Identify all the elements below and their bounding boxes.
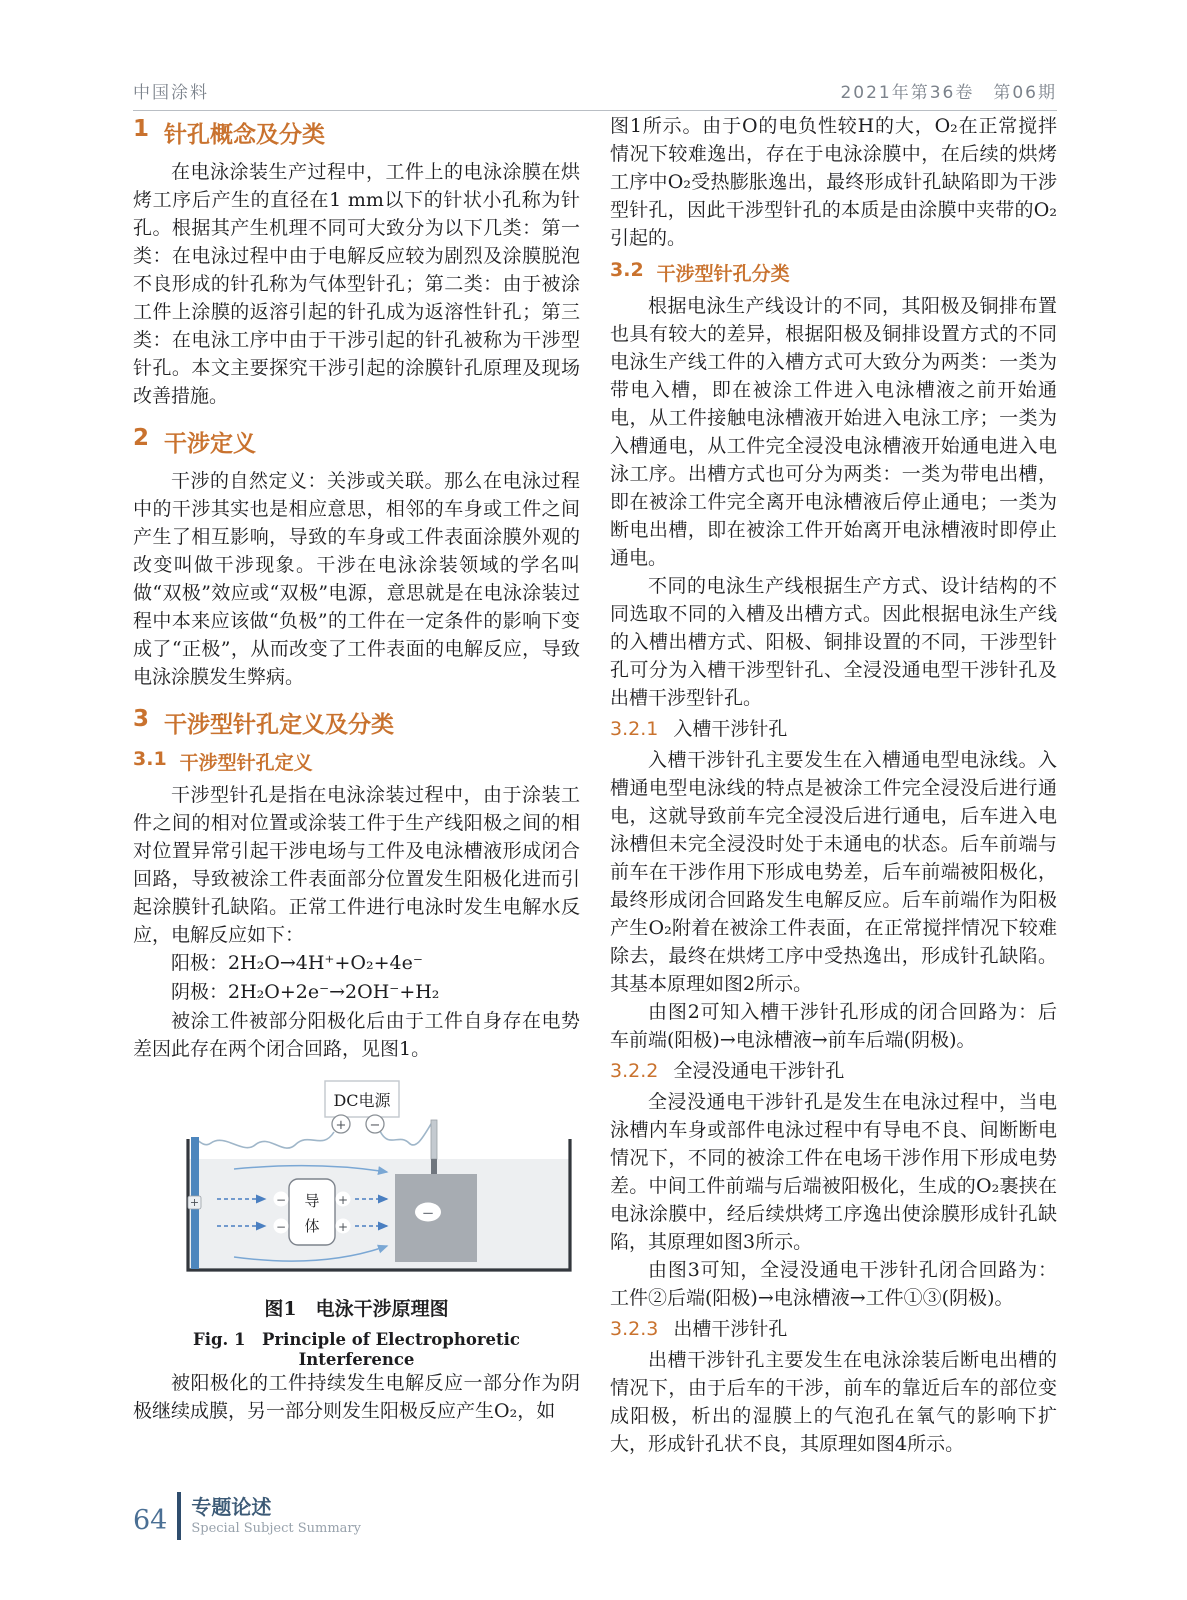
bath-liquid [189,1159,569,1270]
section-3-2-3-number: 3.2.3 [610,1318,659,1340]
workpiece-minus-sign: − [421,1204,434,1222]
power-plus-sign: + [335,1118,346,1133]
section-2-paragraph: 干涉的自然定义：关涉或关联。那么在电泳过程中的干涉其实也是相应意思，相邻的车身或工件之间产生了相互影响，导致的车身或工件表面涂膜外观的改变叫做干涉现象。干涉在电泳涂装领域的学名叫做“双极”效应或“双极”电源，意思就是在电泳涂装过程中本来应该做“负极”的工件在一定条件的影响下变成了“正极”，从而改变了工件表面的电解反应，导致电泳涂膜发生弊病。 [133,470,580,688]
conductor-left-minus-sign-1: − [275,1193,286,1207]
section-3-2-number: 3.2 [610,259,644,281]
section-3-2-3-paragraph-1: 出槽干涉针孔主要发生在电泳涂装后断电出槽的情况下，由于后车的干涉，前车的靠近后车的部位变成阳极，析出的湿膜上的气泡孔在氧气的影响下扩大，形成针孔状不良，其原理如图4所示。 [610,1349,1057,1455]
section-3-1-heading [133,748,580,775]
continuation-paragraph: 图1所示。由于O的电负性较H的大，O₂在正常搅拌情况下较难逸出，存在于电泳涂膜中，在后续的烘烤工序中O₂受热膨胀逸出，最终形成针孔缺陷即为干涉型针孔，因此干涉型针孔的本质是由涂膜中夹带的O₂引起的。 [610,115,1057,249]
section-3-title: 干涉型针孔定义及分类 [164,712,395,738]
cathode-wire [380,1121,433,1145]
conductor-label-bottom: 体 [303,1217,320,1235]
section-3-heading [133,706,580,739]
section-3-2-1-heading [610,715,1057,743]
section-3-2-1-paragraph-2: 由图2可知入槽干涉针孔形成的闭合回路为：后车前端(阳极)→电泳槽液→前车后端(阴极)。 [610,1001,1057,1051]
section-3-1-title: 干涉型针孔定义 [179,752,313,774]
main-content [133,112,1057,1458]
issue-info: 2021年第36卷 第06期 [840,83,1057,103]
anode-plus-sign: + [189,1196,199,1209]
section-1-paragraph: 在电泳涂装生产过程中，工件上的电泳涂膜在烘烤工序后产生的直径在1 mm以下的针状小孔称为针孔。根据其产生机理不同可大致分为以下几类：第一类：在电泳过程中由于电解反应较为剧烈及涂膜脱泡不良形成的针孔称为气体型针孔；第二类：由于被涂工件上涂膜的返溶引起的针孔成为返溶性针孔；第三类：在电泳工序中由于干涉引起的针孔被称为干涉型针孔。本文主要探究干涉引起的涂膜针孔原理及现场改善措施。 [133,161,580,407]
section-3-1-number: 3.1 [133,748,167,770]
hanger-rod-lower [431,1159,437,1175]
footer-column-en: Special Subject Summary [191,1521,361,1537]
section-1-heading [133,116,580,149]
figure-1-caption-en: Fig. 1 Principle of Electrophoretic Interference [193,1330,520,1369]
section-3-2-title: 干涉型针孔分类 [656,263,790,285]
hanger-rod-upper [431,1120,437,1159]
section-3-2-2-number: 3.2.2 [610,1060,659,1082]
page-header [133,78,1057,111]
section-1-title: 针孔概念及分类 [164,122,326,148]
section-3-2-2-paragraph-2: 由图3可知，全浸没通电干涉针孔闭合回路为：工件②后端(阳极)→电泳槽液→工件①③(阴极)。 [610,1259,1057,1309]
power-minus-sign: − [369,1118,380,1133]
section-3-2-paragraph-2: 不同的电泳生产线根据生产方式、设计结构的不同选取不同的入槽及出槽方式。因此根据电泳生产线的入槽出槽方式、阳极、铜排设置的不同，干涉型针孔可分为入槽干涉型针孔、全浸没通电型干涉针孔及出槽干涉型针孔。 [610,575,1057,709]
section-3-2-2-paragraph-1: 全浸没通电干涉针孔是发生在电泳过程中，当电泳槽内车身或部件电泳过程中有导电不良、间断断电情况下，不同的被涂工件在电场干涉作用下形成电势差。中间工件前端与后端被阳极化，生成的O₂裹挟在电泳涂膜中，经后续烘烤工序逸出使涂膜形成针孔缺陷，其原理如图3所示。 [610,1091,1057,1253]
page-footer [133,1492,361,1540]
electrophoretic-interference-diagram [137,1079,577,1279]
figure-1 [133,1079,580,1369]
figure-1-caption-zh: 图1 电泳干涉原理图 [264,1298,449,1320]
section-3-2-3-heading [610,1315,1057,1343]
section-3-2-heading [610,259,1057,286]
footer-column-info [191,1495,361,1537]
section-3-2-2-heading [610,1057,1057,1085]
right-column [610,112,1057,1458]
section-3-2-2-title: 全浸没通电干涉针孔 [673,1060,845,1082]
conductor-right-plus-sign-2: + [337,1220,348,1234]
section-3-1-paragraph-2: 被涂工件被部分阳极化后由于工件自身存在电势差因此存在两个闭合回路，见图1。 [133,1010,580,1060]
section-1-number: 1 [133,116,150,142]
footer-divider-bar [177,1492,181,1540]
anode-wire [194,1132,334,1148]
left-column [133,112,580,1458]
anode-equation: 阳极：2H₂O→4H⁺+O₂+4e⁻ [171,952,423,974]
section-3-2-paragraph-1: 根据电泳生产线设计的不同，其阳极及铜排布置也具有较大的差异，根据阳极及铜排设置方式的不同电泳生产线工件的入槽方式可大致分为两类：一类为带电入槽，即在被涂工件进入电泳槽液之前开始通电，从工件接触电泳槽液开始进入电泳工序；一类为入槽通电，从工件完全浸没电泳槽液开始通电进入电泳工序。出槽方式也可分为两类：一类为带电出槽，即在被涂工件完全离开电泳槽液后停止通电；一类为断电出槽，即在被涂工件开始离开电泳槽液时即停止通电。 [610,295,1057,569]
dc-power-label: DC电源 [332,1091,391,1110]
section-2-title: 干涉定义 [164,431,257,457]
section-3-2-1-paragraph-1: 入槽干涉针孔主要发生在入槽通电型电泳线。入槽通电型电泳线的特点是被涂工件完全浸没后进行通电，这就导致前车完全浸没后进行通电，后车进入电泳槽但未完全浸没时处于未通电的状态。后车前端与前车在干涉作用下形成电势差，后车前端被阳极化，最终形成闭合回路发生电解反应。后车前端作为阳极产生O₂附着在被涂工件表面，在正常搅拌情况下较难除去，最终在烘烤工序中受热逸出，形成针孔缺陷。其基本原理如图2所示。 [610,749,1057,995]
conductor-box [289,1179,335,1245]
section-3-2-3-title: 出槽干涉针孔 [673,1318,788,1340]
conductor-label-top: 导 [303,1192,320,1210]
conductor-right-plus-sign-1: + [337,1193,348,1207]
conductor-left-minus-sign-2: − [275,1220,286,1234]
section-2-number: 2 [133,425,150,451]
cathode-equation: 阴极：2H₂O+2e⁻→2OH⁻+H₂ [171,981,440,1003]
section-3-1-paragraph-3: 被阳极化的工件持续发生电解反应一部分作为阴极继续成膜，另一部分则发生阳极反应产生O₂，如 [133,1372,580,1422]
section-3-number: 3 [133,706,150,732]
journal-title: 中国涂料 [133,83,209,103]
section-2-heading [133,425,580,458]
page-number: 64 [133,1504,168,1536]
section-3-2-1-number: 3.2.1 [610,718,659,740]
section-3-1-paragraph-1: 干涉型针孔是指在电泳涂装过程中，由于涂装工件之间的相对位置或涂装工件于生产线阳极之间的相对位置异常引起干涉电场与工件及电泳槽液形成闭合回路，导致被涂工件表面部分位置发生阳极化进而引起涂膜针孔缺陷。正常工件进行电泳时发生电解水反应，电解反应如下： [133,784,580,946]
section-3-2-1-title: 入槽干涉针孔 [673,718,788,740]
footer-column-zh: 专题论述 [191,1495,272,1520]
